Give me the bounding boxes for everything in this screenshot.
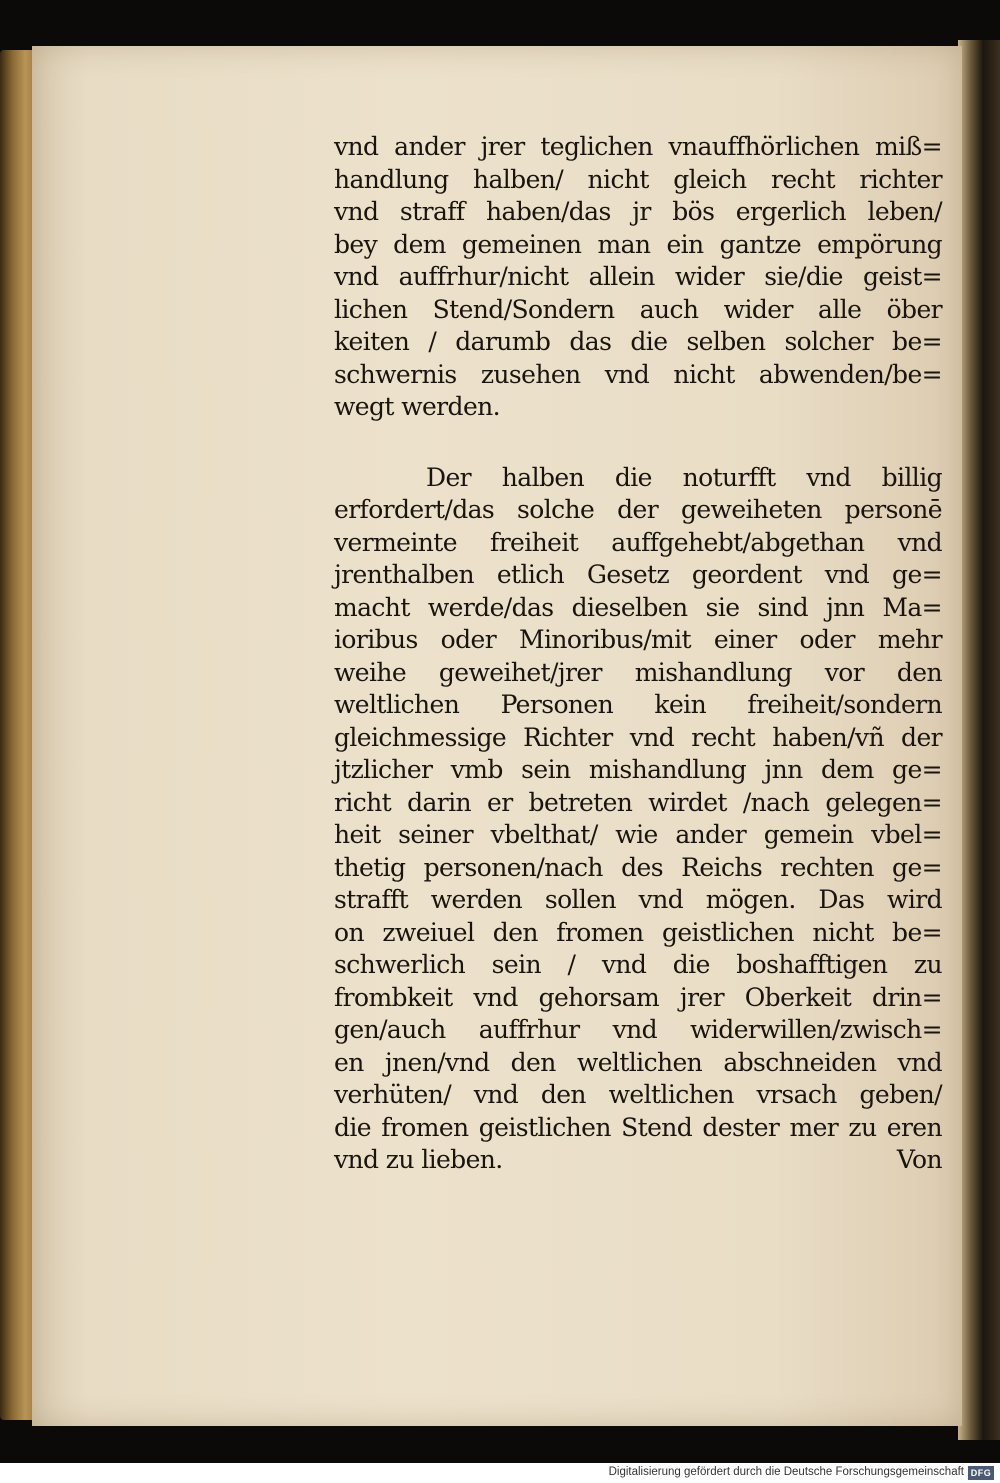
text-line: weihe geweihet/jrer mishandlung vor den: [334, 657, 942, 687]
text-line: verhüten/ vnd den weltlichen vrsach geben/: [334, 1080, 942, 1109]
text-line: vnd straff haben/das jr bös ergerlich leben/: [334, 197, 942, 226]
text-line: die fromen geistlichen Stend dester mer zu eren: [334, 1112, 942, 1142]
catchword: Von: [896, 1145, 942, 1174]
text-line: frombkeit vnd gehorsam jrer Oberkeit drin=: [334, 982, 942, 1012]
footer-bar: [0, 1463, 1000, 1483]
text-line: macht werde/das dieselben sie sind jnn Ma=: [334, 592, 942, 622]
text-line: Der halben die noturfft vnd billig: [426, 462, 942, 492]
text-line: vermeinte freiheit auffgehebt/abgethan vnd: [334, 527, 942, 557]
text-line: richt darin er betreten wirdet /nach gelegen=: [334, 787, 942, 817]
footer-funding-text: Digitalisierung gefördert durch die Deutsche Forschungsgemeinschaft: [608, 1466, 964, 1478]
text-line: jtzlicher vmb sein mishandlung jnn dem ge=: [334, 755, 942, 784]
text-line: bey dem gemeinen man ein gantze empörung: [334, 229, 942, 259]
text-line: wegt werden.: [334, 392, 500, 421]
final-line: [334, 1144, 942, 1177]
page-text: [334, 131, 942, 1177]
text-line: handlung halben/ nicht gleich recht richter: [334, 164, 942, 194]
text-line: en jnen/vnd den weltlichen abschneiden vnd: [334, 1047, 942, 1077]
text-line: vnd auffrhur/nicht allein wider sie/die geist=: [334, 262, 942, 291]
text-line: schwerlich sein / vnd die boshafftigen zu: [334, 950, 942, 979]
text-line: weltlichen Personen kein freiheit/sondern: [334, 690, 942, 719]
text-line: schwernis zusehen vnd nicht abwenden/be=: [334, 359, 942, 389]
paragraph-2: [334, 462, 942, 1145]
text-line: jrenthalben etlich Gesetz geordent vnd ge=: [334, 560, 942, 589]
text-line: gleichmessige Richter vnd recht haben/vñ der: [334, 722, 942, 752]
text-line: on zweiuel den fromen geistlichen nicht be=: [334, 917, 942, 947]
dfg-logo-icon: DFG: [968, 1466, 994, 1480]
text-line: gen/auch auffrhur vnd widerwillen/zwisch=: [334, 1015, 942, 1044]
last-line-text: vnd zu lieben.: [334, 1145, 503, 1174]
book-left-edge: [0, 50, 36, 1420]
text-line: strafft werden sollen vnd mögen. Das wird: [334, 885, 942, 914]
text-line: heit seiner vbelthat/ wie ander gemein vbel=: [334, 820, 942, 849]
text-line: ioribus oder Minoribus/mit einer oder mehr: [334, 625, 942, 654]
paragraph-1: [334, 131, 942, 424]
text-line: thetig personen/nach des Reichs rechten ge=: [334, 852, 942, 882]
text-line: lichen Stend/Sondern auch wider alle öber: [334, 294, 942, 324]
text-line: vnd ander jrer teglichen vnauffhörlichen miß=: [334, 132, 942, 161]
paragraph-gap: [334, 424, 942, 462]
text-line: keiten / darumb das die selben solcher be=: [334, 327, 942, 356]
text-line: erfordert/das solche der geweiheten personē: [334, 495, 942, 524]
book-right-edge: [958, 40, 1000, 1440]
